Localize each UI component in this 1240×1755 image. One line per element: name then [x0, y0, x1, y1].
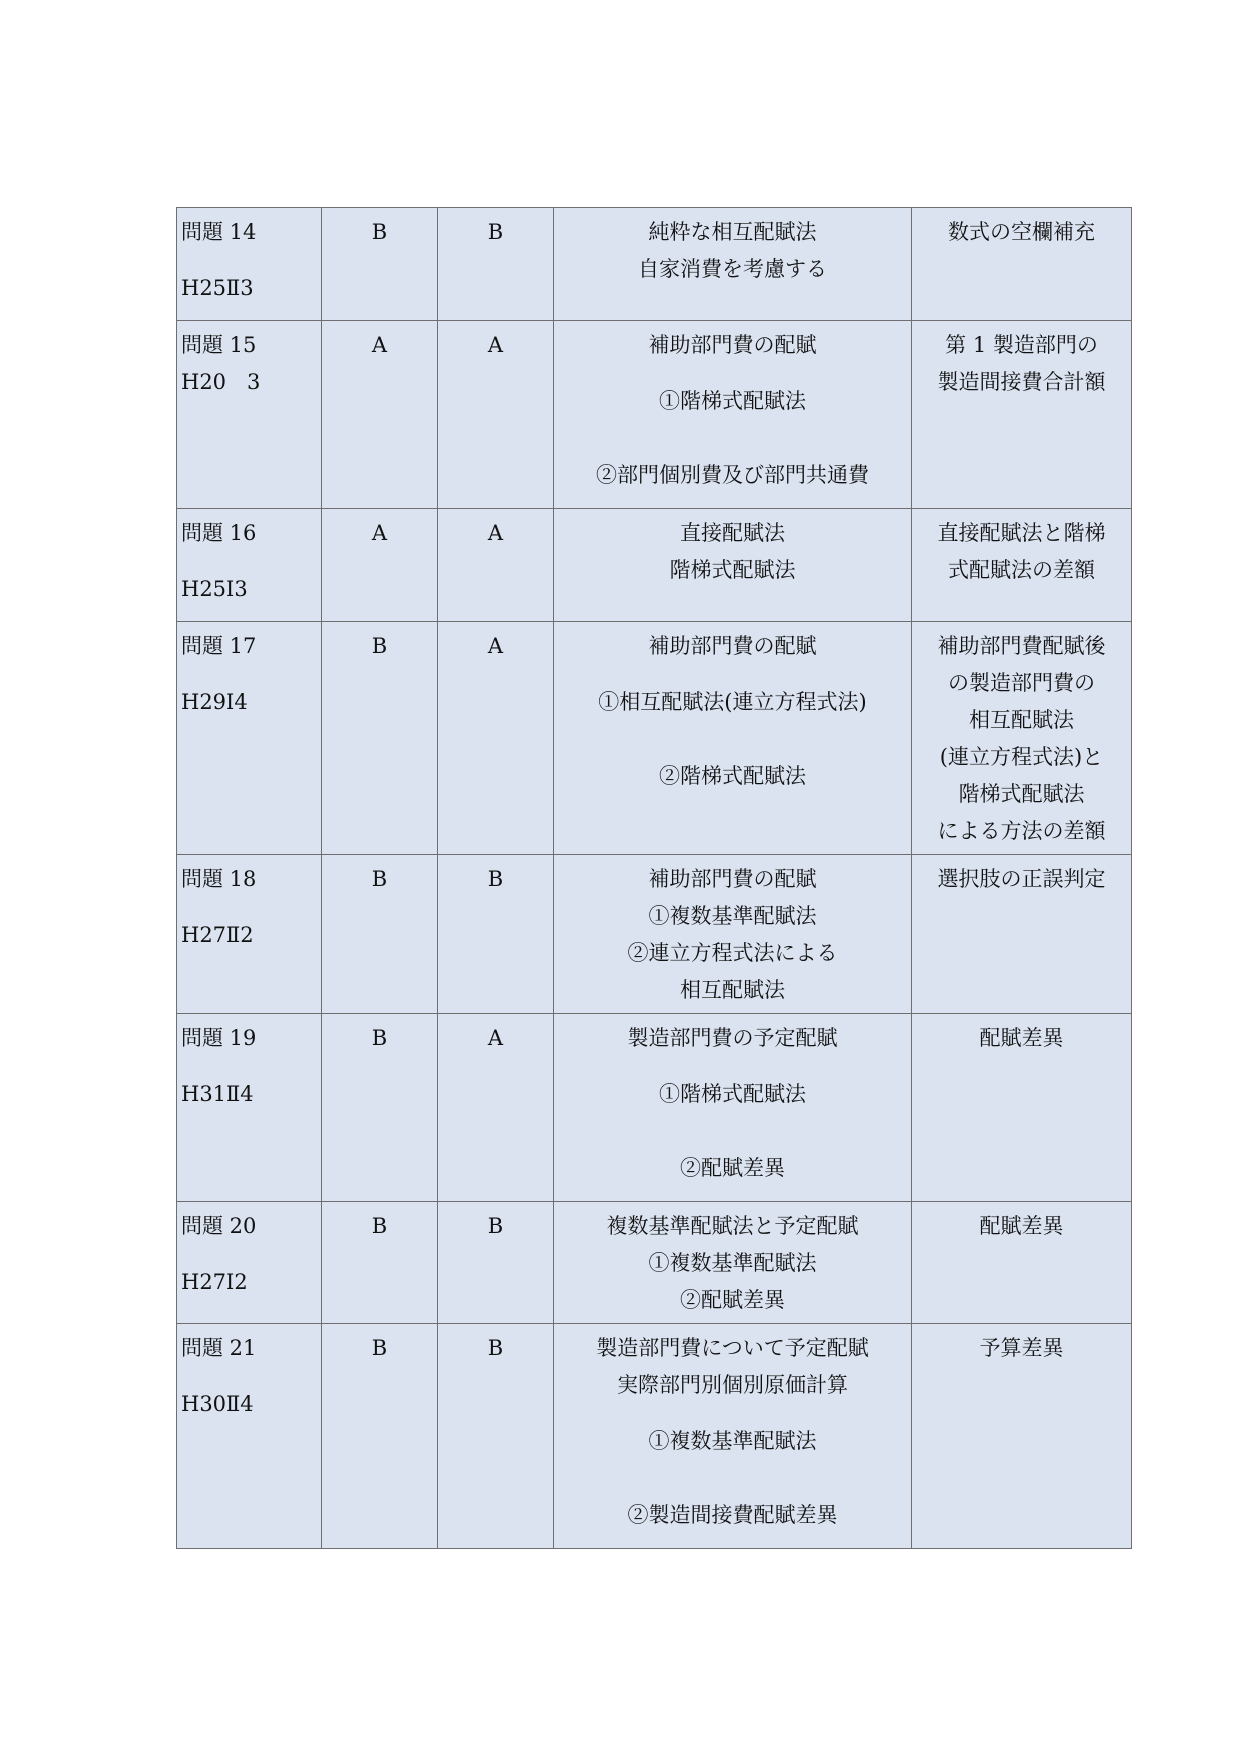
problem-number: 問題 14 — [181, 220, 257, 244]
point-line: 補助部門費配賦後 — [937, 634, 1106, 658]
topic-line: ②製造間接費配賦差異 — [627, 1503, 838, 1527]
problem-number: 問題 17 — [181, 634, 257, 658]
grade-2: B — [487, 867, 504, 891]
point-line: による方法の差額 — [937, 819, 1106, 843]
topic-cell — [554, 208, 912, 321]
problem-number: 問題 20 — [181, 1214, 257, 1238]
topic-line: ①階梯式配賦法 — [659, 389, 806, 413]
topic-line: ②連立方程式法による — [627, 941, 838, 965]
grade-cell — [438, 855, 554, 1014]
topic-line: ①複数基準配賦法 — [648, 904, 817, 928]
topic-cell — [554, 855, 912, 1014]
grade-1: B — [371, 1336, 388, 1360]
grade-1: B — [371, 867, 388, 891]
point-line: (連立方程式法)と — [939, 745, 1104, 769]
point-line: 直接配賦法と階梯 — [937, 521, 1106, 545]
problem-cell — [177, 1202, 322, 1324]
point-line: の製造部門費の — [948, 671, 1095, 695]
problem-number: 問題 15 — [181, 333, 257, 357]
problem-cell — [177, 321, 322, 509]
point-line: 第 1 製造部門の — [945, 333, 1098, 357]
topic-cell — [554, 1324, 912, 1549]
topic-line: 純粋な相互配賦法 — [648, 220, 817, 244]
point-line: 相互配賦法 — [969, 708, 1074, 732]
point-cell — [912, 1202, 1132, 1324]
grade-1: B — [371, 634, 388, 658]
problem-source: H31Ⅱ4 — [181, 1082, 254, 1106]
problem-source: H25Ⅰ3 — [181, 577, 248, 601]
table-row — [177, 855, 1132, 1014]
grade-2: B — [487, 1336, 504, 1360]
grade-1: A — [371, 333, 388, 357]
problem-source: H29Ⅰ4 — [181, 690, 248, 714]
grade-2: A — [487, 333, 504, 357]
topic-line: 製造部門費について予定配賦 — [596, 1336, 869, 1360]
table-row — [177, 1202, 1132, 1324]
topic-line: 相互配賦法 — [680, 978, 785, 1002]
point-cell — [912, 855, 1132, 1014]
grade-cell — [438, 622, 554, 855]
topic-line: 自家消費を考慮する — [638, 257, 827, 281]
grade-cell — [438, 321, 554, 509]
table-row — [177, 1324, 1132, 1549]
topic-line: ①複数基準配賦法 — [648, 1429, 817, 1453]
grade-2: A — [487, 521, 504, 545]
point-line: 配賦差異 — [979, 1214, 1064, 1238]
table-row — [177, 321, 1132, 509]
grade-cell — [322, 509, 438, 622]
topic-cell — [554, 509, 912, 622]
grade-cell — [438, 1202, 554, 1324]
problem-source: H20 3 — [181, 370, 261, 394]
grade-cell — [322, 208, 438, 321]
problem-cell — [177, 1014, 322, 1202]
topic-line: 製造部門費の予定配賦 — [627, 1026, 838, 1050]
grade-cell — [438, 1324, 554, 1549]
problem-cell — [177, 509, 322, 622]
grade-cell — [322, 1324, 438, 1549]
topic-line: ①複数基準配賦法 — [648, 1251, 817, 1275]
grade-cell — [322, 855, 438, 1014]
topic-cell — [554, 1202, 912, 1324]
grade-1: B — [371, 1026, 388, 1050]
topic-line: ②部門個別費及び部門共通費 — [596, 463, 869, 487]
point-line: 配賦差異 — [979, 1026, 1064, 1050]
grade-cell — [438, 509, 554, 622]
topic-line: 階梯式配賦法 — [669, 558, 796, 582]
topic-line: 複数基準配賦法と予定配賦 — [606, 1214, 859, 1238]
topic-line: ②配賦差異 — [680, 1156, 785, 1180]
topic-line: ①階梯式配賦法 — [659, 1082, 806, 1106]
table-row — [177, 509, 1132, 622]
topic-line: ①相互配賦法(連立方程式法) — [598, 690, 867, 714]
topic-line: ②配賦差異 — [680, 1288, 785, 1312]
point-line: 製造間接費合計額 — [937, 370, 1106, 394]
grade-2: A — [487, 1026, 504, 1050]
exam-problem-table — [176, 207, 1132, 1549]
problem-cell — [177, 855, 322, 1014]
point-line: 階梯式配賦法 — [958, 782, 1085, 806]
grade-1: B — [371, 220, 388, 244]
grade-2: B — [487, 1214, 504, 1238]
grade-cell — [322, 1202, 438, 1324]
point-cell — [912, 208, 1132, 321]
grade-cell — [322, 622, 438, 855]
point-cell — [912, 1324, 1132, 1549]
grade-1: B — [371, 1214, 388, 1238]
problem-number: 問題 16 — [181, 521, 257, 545]
problem-source: H27Ⅰ2 — [181, 1270, 248, 1294]
point-cell — [912, 622, 1132, 855]
topic-line: ②階梯式配賦法 — [659, 764, 806, 788]
grade-1: A — [371, 521, 388, 545]
topic-line: 実際部門別個別原価計算 — [617, 1373, 848, 1397]
point-line: 数式の空欄補充 — [948, 220, 1095, 244]
point-line: 式配賦法の差額 — [948, 558, 1095, 582]
point-cell — [912, 1014, 1132, 1202]
topic-cell — [554, 622, 912, 855]
problem-source: H27Ⅱ2 — [181, 923, 254, 947]
problem-source: H25Ⅱ3 — [181, 276, 254, 300]
table-row — [177, 208, 1132, 321]
table-row — [177, 622, 1132, 855]
topic-line: 補助部門費の配賦 — [648, 333, 817, 357]
topic-line: 直接配賦法 — [680, 521, 785, 545]
topic-cell — [554, 1014, 912, 1202]
problem-number: 問題 18 — [181, 867, 257, 891]
problem-cell — [177, 208, 322, 321]
problem-source: H30Ⅱ4 — [181, 1392, 254, 1416]
topic-line: 補助部門費の配賦 — [648, 634, 817, 658]
point-cell — [912, 321, 1132, 509]
grade-2: A — [487, 634, 504, 658]
problem-number: 問題 21 — [181, 1336, 257, 1360]
topic-cell — [554, 321, 912, 509]
table-row — [177, 1014, 1132, 1202]
topic-line: 補助部門費の配賦 — [648, 867, 817, 891]
grade-cell — [322, 321, 438, 509]
grade-cell — [322, 1014, 438, 1202]
problem-cell — [177, 622, 322, 855]
point-line: 選択肢の正誤判定 — [937, 867, 1106, 891]
point-cell — [912, 509, 1132, 622]
problem-cell — [177, 1324, 322, 1549]
grade-2: B — [487, 220, 504, 244]
grade-cell — [438, 1014, 554, 1202]
point-line: 予算差異 — [979, 1336, 1064, 1360]
problem-number: 問題 19 — [181, 1026, 257, 1050]
grade-cell — [438, 208, 554, 321]
